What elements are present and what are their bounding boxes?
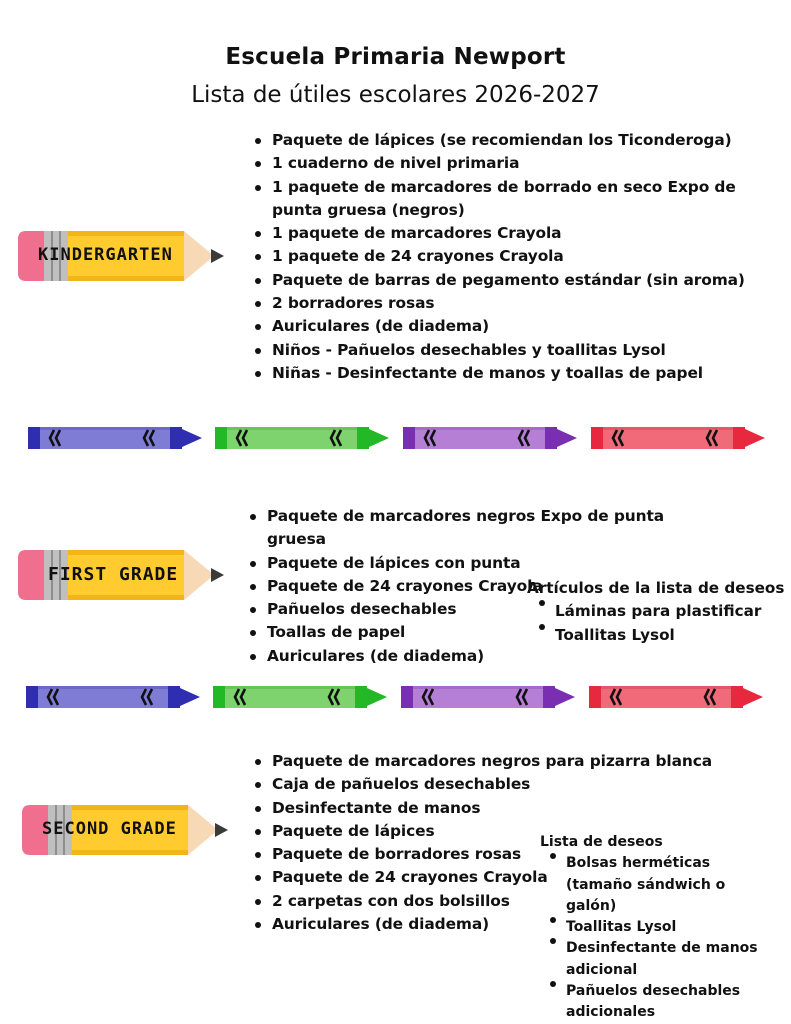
list-item: 1 paquete de 24 crayones Crayola bbox=[255, 245, 775, 268]
pencil-icon-second-grade bbox=[20, 803, 232, 857]
list-item: Paquete de lápices bbox=[255, 820, 715, 843]
list-item: Niños - Pañuelos desechables y toallitas Lysol bbox=[255, 339, 775, 362]
wishlist-item: Desinfectante de manos adicional bbox=[548, 938, 780, 981]
school-name: Escuela Primaria Newport bbox=[225, 44, 566, 70]
red-crayon-icon bbox=[589, 683, 765, 711]
list-item: 2 carpetas con dos bolsillos bbox=[255, 890, 715, 913]
list-item: 1 cuaderno de nivel primaria bbox=[255, 152, 775, 175]
wishlist-title: Lista de deseos bbox=[540, 834, 663, 850]
list-item: Niñas - Desinfectante de manos y toallas de papel bbox=[255, 362, 775, 385]
blue-crayon-icon bbox=[28, 424, 204, 452]
list-item: 2 borradores rosas bbox=[255, 292, 775, 315]
list-item: Pañuelos desechables bbox=[250, 598, 720, 621]
list-item: Auriculares (de diadema) bbox=[255, 315, 775, 338]
green-crayon-icon bbox=[215, 424, 391, 452]
list-item: Paquete de 24 crayones Crayola bbox=[250, 575, 720, 598]
list-item: 1 paquete de marcadores Crayola bbox=[255, 222, 775, 245]
first-grade-wishlist bbox=[527, 577, 785, 647]
list-item: Paquete de 24 crayones Crayola bbox=[255, 866, 715, 889]
list-item: 1 paquete de marcadores de borrado en seco Expo de punta gruesa (negros) bbox=[255, 176, 775, 223]
list-item: Paquete de marcadores negros para pizarra blanca bbox=[255, 750, 715, 773]
list-item: Paquete de lápices (se recomiendan los Ticonderoga) bbox=[255, 129, 775, 152]
wishlist-item: Láminas para plastificar bbox=[537, 600, 785, 623]
blue-crayon-icon bbox=[26, 683, 202, 711]
list-item: Toallas de papel bbox=[250, 621, 720, 644]
second-grade-wishlist bbox=[540, 832, 780, 1024]
wishlist-title: Artículos de la lista de deseos bbox=[527, 579, 785, 597]
list-item: Paquete de borradores rosas bbox=[255, 843, 715, 866]
list-item: Paquete de marcadores negros Expo de punta gruesa bbox=[250, 505, 720, 552]
list-item: Paquete de lápices con punta bbox=[250, 552, 720, 575]
list-item: Desinfectante de manos bbox=[255, 797, 715, 820]
purple-crayon-icon bbox=[403, 424, 579, 452]
kindergarten-supply-list bbox=[255, 129, 775, 385]
wishlist-item: Pañuelos desechables adicionales bbox=[548, 981, 780, 1024]
red-crayon-icon bbox=[591, 424, 767, 452]
wishlist-item: Toallitas Lysol bbox=[548, 917, 780, 938]
pencil-icon-kindergarten bbox=[16, 229, 228, 283]
pencil-icon-first-grade bbox=[16, 548, 228, 602]
kindergarten-label: KINDERGARTEN bbox=[38, 245, 173, 265]
list-title: Lista de útiles escolares 2026-2027 bbox=[191, 82, 600, 108]
list-item: Auriculares (de diadema) bbox=[255, 913, 715, 936]
list-item: Auriculares (de diadema) bbox=[250, 645, 720, 668]
second-grade-label: SECOND GRADE bbox=[42, 819, 177, 839]
wishlist-item: Toallitas Lysol bbox=[537, 624, 785, 647]
green-crayon-icon bbox=[213, 683, 389, 711]
list-item: Paquete de barras de pegamento estándar (sin aroma) bbox=[255, 269, 775, 292]
first-grade-label: FIRST GRADE bbox=[48, 564, 179, 585]
purple-crayon-icon bbox=[401, 683, 577, 711]
wishlist-item: Bolsas herméticas (tamaño sándwich o galón) bbox=[548, 853, 780, 917]
list-item: Caja de pañuelos desechables bbox=[255, 773, 715, 796]
